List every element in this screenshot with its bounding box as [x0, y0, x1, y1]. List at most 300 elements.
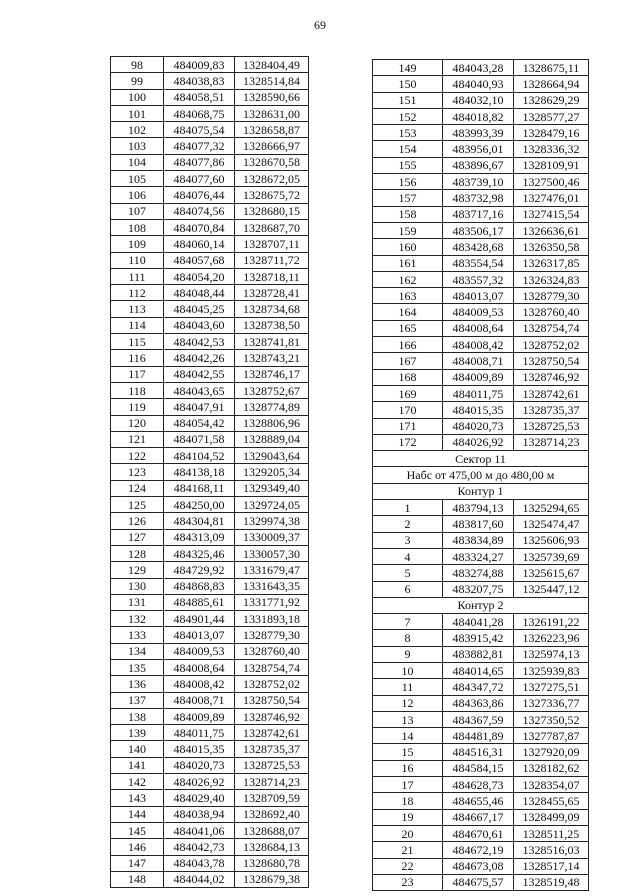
coordinate-x: 484008,64 — [443, 320, 514, 336]
coordinate-y: 1328754,74 — [235, 659, 309, 675]
coordinate-y: 1328680,78 — [235, 855, 309, 871]
coordinate-y: 1328670,58 — [235, 154, 309, 170]
table-row — [111, 513, 309, 529]
point-number: 112 — [111, 285, 164, 301]
table-row — [373, 369, 589, 385]
point-number: 168 — [373, 369, 443, 385]
point-number: 120 — [111, 415, 164, 431]
point-number: 170 — [373, 402, 443, 418]
coordinate-x: 484584,15 — [443, 760, 514, 776]
table-row — [373, 842, 589, 858]
coordinate-y: 1328666,97 — [235, 138, 309, 154]
coordinate-y: 1328725,53 — [514, 418, 589, 434]
coordinate-x: 484057,68 — [164, 252, 235, 268]
coordinate-x: 483717,16 — [443, 206, 514, 222]
table-row — [373, 125, 589, 141]
table-row — [373, 337, 589, 353]
coordinate-y: 1328760,40 — [514, 304, 589, 320]
table-row — [111, 529, 309, 545]
table-row — [373, 385, 589, 401]
table-row — [373, 222, 589, 238]
point-number: 18 — [373, 793, 443, 809]
coordinate-x: 484667,17 — [443, 809, 514, 825]
coordinate-x: 484042,26 — [164, 350, 235, 366]
coordinate-x: 484042,53 — [164, 334, 235, 350]
point-number: 19 — [373, 809, 443, 825]
point-number: 2 — [373, 516, 443, 532]
point-number: 158 — [373, 206, 443, 222]
point-number: 139 — [111, 725, 164, 741]
table-row — [373, 76, 589, 92]
coordinate-x: 483834,89 — [443, 532, 514, 548]
table-row — [111, 725, 309, 741]
coordinate-y: 1325939,83 — [514, 662, 589, 678]
coordinate-x: 484048,44 — [164, 285, 235, 301]
table-row — [111, 855, 309, 871]
coordinate-y: 1328499,09 — [514, 809, 589, 825]
point-number: 1 — [373, 500, 443, 516]
table-row — [111, 415, 309, 431]
point-number: 148 — [111, 871, 164, 887]
coordinate-x: 484020,73 — [164, 757, 235, 773]
point-number: 7 — [373, 614, 443, 630]
table-row — [373, 679, 589, 695]
table-row — [111, 692, 309, 708]
coordinate-x: 484009,89 — [443, 369, 514, 385]
coordinate-y: 1328735,37 — [514, 402, 589, 418]
table-row — [373, 108, 589, 124]
coordinate-y: 1328675,72 — [235, 187, 309, 203]
coordinate-y: 1328629,29 — [514, 92, 589, 108]
coordinate-x: 484013,07 — [164, 627, 235, 643]
point-number: 146 — [111, 839, 164, 855]
table-row — [111, 578, 309, 594]
coordinate-x: 483882,81 — [443, 646, 514, 662]
table-row — [111, 822, 309, 838]
table-row — [373, 793, 589, 809]
table-row — [373, 141, 589, 157]
coordinate-x: 483817,60 — [443, 516, 514, 532]
point-number: 140 — [111, 741, 164, 757]
point-number: 128 — [111, 545, 164, 561]
coordinate-x: 483956,01 — [443, 141, 514, 157]
contour-2-title-row — [373, 597, 589, 613]
point-number: 11 — [373, 679, 443, 695]
coordinate-x: 483915,42 — [443, 630, 514, 646]
point-number: 119 — [111, 399, 164, 415]
point-number: 159 — [373, 222, 443, 238]
coordinate-x: 484071,58 — [164, 431, 235, 447]
table-row — [373, 630, 589, 646]
table-row — [111, 741, 309, 757]
table-row — [111, 594, 309, 610]
table-row — [111, 790, 309, 806]
coordinate-x: 484138,18 — [164, 464, 235, 480]
table-row — [111, 252, 309, 268]
coordinate-x: 484020,73 — [443, 418, 514, 434]
coordinate-y: 1328750,54 — [514, 353, 589, 369]
coordinate-y: 1326324,83 — [514, 271, 589, 287]
coordinate-y: 1325615,67 — [514, 565, 589, 581]
coordinate-x: 484481,89 — [443, 728, 514, 744]
coordinate-y: 1327920,09 — [514, 744, 589, 760]
left-coordinate-table — [110, 56, 309, 888]
table-row — [373, 874, 589, 890]
coordinate-x: 484008,71 — [443, 353, 514, 369]
coordinate-x: 484015,35 — [443, 402, 514, 418]
table-row — [373, 402, 589, 418]
table-row — [373, 760, 589, 776]
table-row — [111, 138, 309, 154]
coordinate-x: 484044,02 — [164, 871, 235, 887]
coordinate-y: 1328889,04 — [235, 431, 309, 447]
point-number: 16 — [373, 760, 443, 776]
coordinate-x: 484008,42 — [443, 337, 514, 353]
table-row — [111, 611, 309, 627]
coordinate-x: 484014,65 — [443, 662, 514, 678]
table-row — [111, 268, 309, 284]
coordinate-x: 483794,13 — [443, 500, 514, 516]
coordinate-y: 1328743,21 — [235, 350, 309, 366]
coordinate-x: 484058,51 — [164, 89, 235, 105]
table-row — [111, 73, 309, 89]
coordinate-x: 484675,57 — [443, 874, 514, 890]
point-number: 132 — [111, 611, 164, 627]
coordinate-y: 1328735,37 — [235, 741, 309, 757]
table-row — [111, 399, 309, 415]
coordinate-x: 484015,35 — [164, 741, 235, 757]
point-number: 138 — [111, 708, 164, 724]
coordinate-x: 484043,28 — [443, 60, 514, 76]
table-row — [373, 825, 589, 841]
table-row — [373, 500, 589, 516]
coordinate-x: 483207,75 — [443, 581, 514, 597]
coordinate-y: 1331679,47 — [235, 562, 309, 578]
coordinate-y: 1325739,69 — [514, 548, 589, 564]
coordinate-y: 1329724,05 — [235, 497, 309, 513]
point-number: 115 — [111, 334, 164, 350]
coordinate-x: 484026,92 — [164, 774, 235, 790]
coordinate-y: 1327787,87 — [514, 728, 589, 744]
page-number: 69 — [314, 18, 326, 32]
coordinate-x: 484363,86 — [443, 695, 514, 711]
point-number: 144 — [111, 806, 164, 822]
coordinate-y: 1325294,65 — [514, 500, 589, 516]
coordinate-y: 1327350,52 — [514, 711, 589, 727]
coordinate-x: 483324,27 — [443, 548, 514, 564]
coordinate-y: 1328182,62 — [514, 760, 589, 776]
point-number: 163 — [373, 288, 443, 304]
contour-2-title: Контур 2 — [373, 597, 589, 613]
table-row — [111, 219, 309, 235]
coordinate-x: 484009,53 — [443, 304, 514, 320]
coordinate-y: 1331643,35 — [235, 578, 309, 594]
point-number: 145 — [111, 822, 164, 838]
coordinate-y: 1328714,23 — [235, 774, 309, 790]
coordinate-x: 484041,28 — [443, 614, 514, 630]
coordinate-x: 484029,40 — [164, 790, 235, 806]
table-row — [373, 288, 589, 304]
table-row — [111, 236, 309, 252]
point-number: 101 — [111, 105, 164, 121]
coordinate-x: 484104,52 — [164, 448, 235, 464]
coordinate-x: 484347,72 — [443, 679, 514, 695]
point-number: 17 — [373, 777, 443, 793]
table-row — [111, 676, 309, 692]
point-number: 165 — [373, 320, 443, 336]
coordinate-x: 484885,61 — [164, 594, 235, 610]
coordinate-y: 1328750,54 — [235, 692, 309, 708]
point-number: 106 — [111, 187, 164, 203]
point-number: 131 — [111, 594, 164, 610]
coordinate-x: 484013,07 — [443, 288, 514, 304]
table-row — [111, 382, 309, 398]
coordinate-x: 484655,46 — [443, 793, 514, 809]
table-row — [373, 744, 589, 760]
table-row — [111, 366, 309, 382]
point-number: 100 — [111, 89, 164, 105]
table-row — [373, 532, 589, 548]
coordinate-y: 1329349,40 — [235, 480, 309, 496]
coordinate-x: 483993,39 — [443, 125, 514, 141]
coordinate-x: 483554,54 — [443, 255, 514, 271]
coordinate-y: 1328455,65 — [514, 793, 589, 809]
coordinate-x: 484901,44 — [164, 611, 235, 627]
coordinate-y: 1325447,12 — [514, 581, 589, 597]
coordinate-y: 1328742,61 — [235, 725, 309, 741]
point-number: 102 — [111, 122, 164, 138]
table-row — [111, 627, 309, 643]
coordinate-x: 484045,25 — [164, 301, 235, 317]
coordinate-y: 1328725,53 — [235, 757, 309, 773]
contour-1-title-row — [373, 483, 589, 499]
sector-title: Сектор 11 — [373, 451, 589, 467]
coordinate-x: 484060,14 — [164, 236, 235, 252]
coordinate-x: 484516,31 — [443, 744, 514, 760]
table-row — [111, 317, 309, 333]
point-number: 155 — [373, 157, 443, 173]
coordinate-x: 484009,53 — [164, 643, 235, 659]
coordinate-y: 1328658,87 — [235, 122, 309, 138]
table-row — [373, 777, 589, 793]
point-number: 161 — [373, 255, 443, 271]
table-row — [373, 304, 589, 320]
coordinate-y: 1326223,96 — [514, 630, 589, 646]
point-number: 3 — [373, 532, 443, 548]
right-coordinate-table — [372, 59, 589, 891]
point-number: 164 — [373, 304, 443, 320]
point-number: 167 — [373, 353, 443, 369]
table-row — [111, 757, 309, 773]
coordinate-y: 1328514,84 — [235, 73, 309, 89]
point-number: 152 — [373, 108, 443, 124]
table-row — [111, 643, 309, 659]
coordinate-y: 1328738,50 — [235, 317, 309, 333]
coordinate-y: 1328354,07 — [514, 777, 589, 793]
coordinate-x: 484038,83 — [164, 73, 235, 89]
coordinate-y: 1331771,92 — [235, 594, 309, 610]
coordinate-y: 1326636,61 — [514, 222, 589, 238]
table-row — [111, 431, 309, 447]
coordinate-y: 1328479,16 — [514, 125, 589, 141]
sector-subtitle: Набс от 475,00 м до 480,00 м — [373, 467, 589, 483]
table-row — [111, 154, 309, 170]
table-row — [111, 480, 309, 496]
point-number: 13 — [373, 711, 443, 727]
coordinate-x: 484075,54 — [164, 122, 235, 138]
sector-subtitle-row — [373, 467, 589, 483]
table-row — [111, 497, 309, 513]
coordinate-y: 1328709,59 — [235, 790, 309, 806]
table-row — [373, 255, 589, 271]
coordinate-x: 484011,75 — [443, 385, 514, 401]
table-row — [111, 122, 309, 138]
point-number: 4 — [373, 548, 443, 564]
coordinate-y: 1331893,18 — [235, 611, 309, 627]
table-row — [373, 320, 589, 336]
coordinate-y: 1327275,51 — [514, 679, 589, 695]
point-number: 104 — [111, 154, 164, 170]
coordinate-y: 1325974,13 — [514, 646, 589, 662]
point-number: 160 — [373, 239, 443, 255]
table-row — [111, 448, 309, 464]
point-number: 141 — [111, 757, 164, 773]
point-number: 143 — [111, 790, 164, 806]
point-number: 116 — [111, 350, 164, 366]
table-row — [111, 89, 309, 105]
coordinate-y: 1328675,11 — [514, 60, 589, 76]
coordinate-y: 1328511,25 — [514, 825, 589, 841]
point-number: 162 — [373, 271, 443, 287]
coordinate-x: 483896,67 — [443, 157, 514, 173]
coordinate-x: 484043,60 — [164, 317, 235, 333]
point-number: 147 — [111, 855, 164, 871]
sector-title-row — [373, 451, 589, 467]
coordinate-x: 484041,06 — [164, 822, 235, 838]
point-number: 126 — [111, 513, 164, 529]
table-row — [373, 728, 589, 744]
coordinate-y: 1328746,17 — [235, 366, 309, 382]
point-number: 114 — [111, 317, 164, 333]
coordinate-y: 1328742,61 — [514, 385, 589, 401]
coordinate-x: 484054,20 — [164, 268, 235, 284]
coordinate-x: 484043,65 — [164, 382, 235, 398]
coordinate-y: 1328577,27 — [514, 108, 589, 124]
point-number: 9 — [373, 646, 443, 662]
table-row — [111, 301, 309, 317]
coordinate-y: 1328754,74 — [514, 320, 589, 336]
point-number: 127 — [111, 529, 164, 545]
coordinate-y: 1328336,32 — [514, 141, 589, 157]
coordinate-y: 1328714,23 — [514, 434, 589, 450]
point-number: 10 — [373, 662, 443, 678]
point-number: 122 — [111, 448, 164, 464]
table-row — [111, 806, 309, 822]
coordinate-y: 1328711,72 — [235, 252, 309, 268]
coordinate-y: 1328590,66 — [235, 89, 309, 105]
coordinate-y: 1327476,01 — [514, 190, 589, 206]
point-number: 109 — [111, 236, 164, 252]
coordinate-y: 1329205,34 — [235, 464, 309, 480]
coordinate-x: 483274,88 — [443, 565, 514, 581]
table-row — [111, 105, 309, 121]
point-number: 136 — [111, 676, 164, 692]
point-number: 108 — [111, 219, 164, 235]
point-number: 156 — [373, 174, 443, 190]
coordinate-y: 1328707,11 — [235, 236, 309, 252]
table-row — [373, 190, 589, 206]
table-row — [111, 171, 309, 187]
table-row — [373, 434, 589, 450]
point-number: 12 — [373, 695, 443, 711]
coordinate-y: 1328779,30 — [235, 627, 309, 643]
table-row — [111, 774, 309, 790]
table-row — [111, 871, 309, 887]
point-number: 150 — [373, 76, 443, 92]
coordinate-x: 484076,44 — [164, 187, 235, 203]
point-number: 129 — [111, 562, 164, 578]
coordinate-y: 1328516,03 — [514, 842, 589, 858]
coordinate-y: 1329043,64 — [235, 448, 309, 464]
table-row — [373, 92, 589, 108]
coordinate-y: 1327415,54 — [514, 206, 589, 222]
point-number: 134 — [111, 643, 164, 659]
coordinate-y: 1330057,30 — [235, 545, 309, 561]
point-number: 22 — [373, 858, 443, 874]
point-number: 149 — [373, 60, 443, 76]
point-number: 20 — [373, 825, 443, 841]
coordinate-x: 484077,60 — [164, 171, 235, 187]
point-number: 23 — [373, 874, 443, 890]
coordinate-x: 484011,75 — [164, 725, 235, 741]
table-row — [373, 418, 589, 434]
table-row — [373, 614, 589, 630]
point-number: 8 — [373, 630, 443, 646]
table-row — [111, 203, 309, 219]
coordinate-x: 484628,73 — [443, 777, 514, 793]
coordinate-x: 484038,94 — [164, 806, 235, 822]
coordinate-y: 1329974,38 — [235, 513, 309, 529]
point-number: 99 — [111, 73, 164, 89]
coordinate-y: 1328806,96 — [235, 415, 309, 431]
coordinate-x: 484070,84 — [164, 219, 235, 235]
table-row — [111, 334, 309, 350]
point-number: 118 — [111, 382, 164, 398]
coordinate-y: 1328687,70 — [235, 219, 309, 235]
coordinate-x: 484672,19 — [443, 842, 514, 858]
point-number: 154 — [373, 141, 443, 157]
point-number: 142 — [111, 774, 164, 790]
point-number: 105 — [111, 171, 164, 187]
coordinate-x: 484043,78 — [164, 855, 235, 871]
point-number: 103 — [111, 138, 164, 154]
table-row — [111, 659, 309, 675]
coordinate-x: 484047,91 — [164, 399, 235, 415]
table-row — [373, 353, 589, 369]
table-row — [373, 548, 589, 564]
coordinate-x: 484008,64 — [164, 659, 235, 675]
coordinate-x: 484250,00 — [164, 497, 235, 513]
coordinate-y: 1328109,91 — [514, 157, 589, 173]
coordinate-x: 484325,46 — [164, 545, 235, 561]
point-number: 110 — [111, 252, 164, 268]
coordinate-y: 1328404,49 — [235, 57, 309, 73]
point-number: 14 — [373, 728, 443, 744]
point-number: 15 — [373, 744, 443, 760]
coordinate-x: 484032,10 — [443, 92, 514, 108]
point-number: 153 — [373, 125, 443, 141]
point-number: 123 — [111, 464, 164, 480]
